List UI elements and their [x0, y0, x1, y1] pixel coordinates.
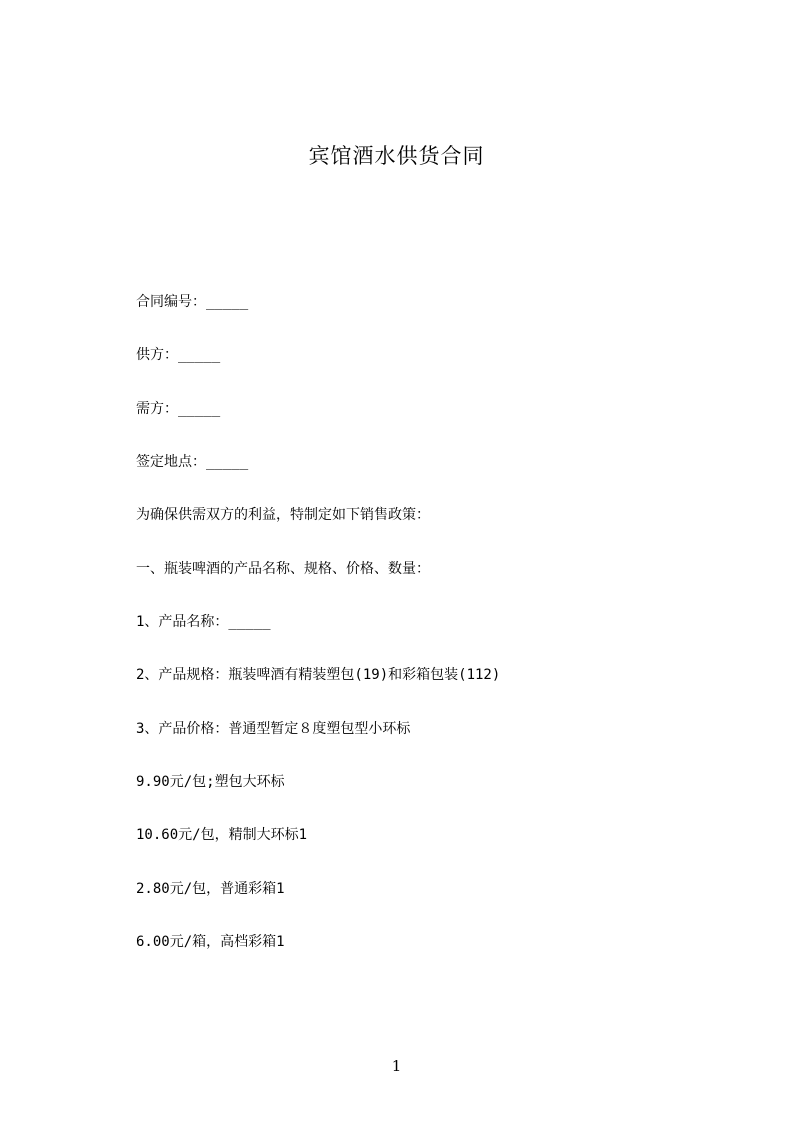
contract-number-line: 合同编号：_____ — [136, 294, 249, 310]
buyer-line: 需方：_____ — [136, 401, 221, 417]
document-title: 宾馆酒水供货合同 — [308, 144, 485, 168]
supplier-line: 供方：_____ — [136, 347, 221, 363]
price-line: 9.90元/包;塑包大环标 — [136, 774, 285, 790]
preamble-paragraph: 为确保供需双方的利益，特制定如下销售政策： — [136, 507, 430, 523]
price-line: 10.60元/包，精制大环标1 — [136, 827, 308, 843]
product-price-line: 3、产品价格：普通型暂定８度塑包型小环标 — [136, 721, 411, 737]
page-number: 1 — [391, 1057, 402, 1075]
product-name-line: 1、产品名称：_____ — [136, 614, 271, 630]
section-heading: 一、瓶装啤酒的产品名称、规格、价格、数量： — [136, 561, 430, 577]
product-spec-line: 2、产品规格：瓶装啤酒有精装塑包(19)和彩箱包装(112) — [136, 667, 501, 683]
price-line: 2.80元/包，普通彩箱1 — [136, 881, 285, 897]
price-line: 6.00元/箱，高档彩箱1 — [136, 934, 285, 950]
signing-place-line: 签定地点：_____ — [136, 454, 249, 470]
